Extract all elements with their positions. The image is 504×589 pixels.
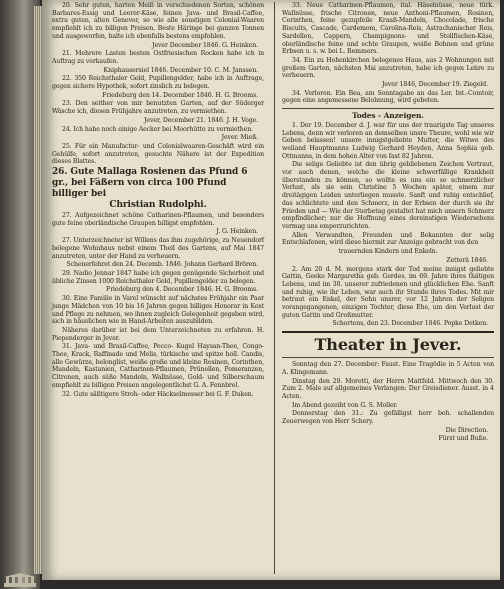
notice-text: Die Direction. (445, 426, 488, 434)
notice-text: Schenerfehret den 24. Decemb. 1846. Johann Gerhard Brören. (66, 261, 258, 269)
rule (282, 108, 494, 109)
notice-text: Schortens, den 23. December 1846. Popke Detken. (332, 320, 488, 328)
library-logo (4, 573, 36, 587)
section-heading: Todes - Anzeigen. (352, 111, 424, 121)
newspaper-page (42, 0, 500, 580)
thick-rule (282, 331, 494, 333)
rule (282, 357, 494, 358)
notice-text: Donnerstag den 31.: Zu gefälligst herr beh. schallenden Zeuerwegen von Herr Schery. (282, 410, 494, 426)
right-column (282, 2, 494, 444)
notice-text: Im Abend gezeiht von G. S. Moller. (292, 401, 398, 409)
notice-text: 31. Java- und Brasil-Caffee, Pecco- Kugel Haysan-Thee, Congo-Thee, Krack, Raffinade und Melis, türkische und spitze holl. Candis, alle Gewürze, belonglist, weiße große und kleine Rosinen, Corinthen, Mandeln, Kastanien, Catharinen-Pflaumen, Prünellen, Pomeranzen, Citronen, auch süße Mandeln, Wallnüsse, Gold- und Silberschaum empfiehlt zu billigen Preisen angelegentlichst G. A. Fennbrel. (52, 343, 264, 389)
notice-text: 34. Ein zu Hohenkirchen belegenes Haus, aus 2 Wohnungen mit großem Garten, nächsten Mai anzutreten, habe ich gegen Lehre zu verheuern. (282, 56, 494, 80)
notice-text: Jever. Mieß. (221, 134, 258, 142)
notice-text: Jever December 1846. G. Heinken. (152, 41, 258, 49)
notice-text: 2. Am 20 d. M. morgens stark der Tod meine innigst geliebte Gattin, Geeke Margaretha geb. Gerdes, im 69. Jahre ihres thätigen Lebens, und im 30. unserer zufriedenen und glücklichen Ehe. Sanft und ruhig, wie ihr Leben, war auch ihr Stunde ihres Todes. Mit mir betraut ein Enkel, der Sohn unsrer, vor 12 Jahren der Seligen vorangegangenen, einzigen Tochter, diese Ehe, um den Verlust der guten Gattin und Großmutter. (282, 265, 494, 319)
notice-text: 33. Neue Catharinen-Pflaumen, ital. Häselnüsse, neue türk. Wallnüsse, frische Citronen, neue Anthoni-Pflaumen, Rosinen, Corinthen, feine gezupfeile Kraaß-Mandeln, Chocolade, frische Biscuits, Cascade, Cardemom, Carolina-Reis, Astrachanischer Reis, Sardellen, Cappern, Champignons- und Stollfischen-Käse, oberländische feine und echte Graupen, weiße Bohnen und grüne Erbsen u. s. w. bei L. Remmers. (282, 2, 494, 56)
notice-text: 25. Für ein Manufactur- und Colonialwaaren-Geschäft wird ein Gehülfe, sofort anzutreten, gesuchte Nähere ist der Expedition dieses Blattes. (52, 142, 264, 166)
notice-text: Dinstag den 29. Moretti, der Herrn Mattfeld. Mittwoch den 30. Zum 2. Male auf allgemeines Verlangen: Der Greisdiener. Ausst. in 4 Acten. (282, 377, 494, 400)
notice-text: Kniphausersiel 1846. December 10. C. M. Janssen. (103, 66, 258, 74)
notice-text: Jever 1846, December 19. Ziegeld. (381, 81, 488, 89)
notice-text: 29. Nadio Jennar 1847 habe ich gegen genügende Sicherheit und übliche Zinsen 1000 Reichsthaler Geld, Pupillengelder zu belegen. (52, 269, 264, 285)
notice-text: trauernden Kindern und Enkeln. (338, 248, 438, 256)
notice-text: Friedeburg den 14. December 1846. H. G. Brooms. (102, 91, 258, 99)
notice-text: Sonntag den 27. December: Faust. Eine Tragödie in 5 Acten von A. Klingemann. (282, 361, 494, 376)
left-column (52, 2, 264, 399)
notice-text: 22. 350 Reichsthaler Geld, Pupillengelder, habe ich in Auftrage, gegen sichere Hypothek, sofort zinslich zu belegen. (52, 75, 264, 91)
notice-text: Fürst und Buße. (438, 435, 488, 443)
notice-text: Christian Rudolphi. (109, 200, 207, 211)
notice-text: 23. Den seither von mir benutzten Garten, auf der Süderger Wäsche ich, diesen Frühjahre anzutreten, zu vermiethen. (52, 100, 264, 116)
notice-text: 1. Der 19. December d. J. war für uns der traurigste Tag unseres Lebens, denn wir verloren an demselben unsre Theure, wohl wie wir Geben belassen! unsere innigstgeliebte Mutter, die Witwe des weiland Hauptmanns Ludwig Gerhard Heyden, Anna Sophia geb. Ottmanns, in dem hohen Alter von fast 82 Jahren. (282, 121, 494, 160)
notice-text: Die selige Geliebte ist den übrig gebliebenen Zeichen Vertraut, vor auch denen, welche die kleine schwerfällige Krankheit überstanden zu können, so wollte es uns ein so schmerzlicher Verlust, als sie sein Christine 5 Wochen später, einem nur dreitägigen Leiden unterliegen musste. Sanft und ruhig entschlief, das schlichtete und den Schmerz, in der Erbsen der durch sie ihr Frieden und — Wie der Sterbetag gestaltet hat mich unsern Schmerz empfindlicher; nur die Hoffnung eines dereinstigen Wiedersehens vermag uns emporzurichten. (282, 161, 494, 230)
notice-text: 32. Gute säßtigere Stroh- oder Häckselmesser bei G. F. Duken. (62, 390, 254, 398)
notice-text: 21. Mehrere Lasten besten Ostfriesischen Rocken habe ich in Auftrag zu verkaufen. (52, 50, 264, 65)
notice-text: J. G. Heinken. (216, 228, 258, 236)
notice-text: 27. Unterzeichneter ist Willens das ihm zugehörige, zu Neuendorf belegene Wohnhaus nebst einem Theil des Gartens, auf Mai 1847 anzutreten, unter der Hand zu verheuern. (52, 237, 264, 260)
column-divider (274, 2, 275, 574)
notice-text: Allen Verwandten, Freunden und Bekannten der selig Entschlafenen, wird diese hiermit zur Anzeige gebracht von den (282, 231, 494, 247)
notice-text: 30. Eine Familie in Varel wünscht auf nächstes Frühjahr ein Paar junge Mädchen von 10 bis 16 Jahren gegen billiges Honorar in Kost und Pflege zu nehmen, wo ihnen zugleich Gelegenheit gegeben wird, sich in häuslichen wie in Hand-Arbeiten auszubilden. (52, 295, 264, 326)
notice-text: Zetterä 1846. (446, 256, 488, 264)
notice-text: Friedeburg den 4. December 1846. H. G. Brooms. (106, 286, 258, 294)
notice-text: Jever, December 21. 1846. J. H. Voge. (144, 116, 258, 124)
notice-text: 26. Gute Mallaga Rosienen das Pfund 6 gr., bei Fäßern von circa 100 Pfund billiger bei (52, 167, 248, 200)
notice-text: 20. Sehr guten, harten Meiß in verschiedenen Sorten, schönen Barbares-Essig und Leerer-Käse, feinen Java- und Brasil-Caffee, extra guten, alten Genever, so wie alle sonstigen Colonial-Waaren empfiehlt ich zu billigen Preisen. Beste Häringe bei ganzen Tonnen und ausgeworfen, halte ich ebenfalls bestens empfohlen. (52, 2, 264, 40)
notice-text: Näheres darüber ist bei dem Unterzeichneten zu erfahren. H. Piependerger in Jever. (52, 326, 264, 342)
notice-text: 34. Verloren. Ein Bea, am Sonntagabe an das Ler. Int.-Comtoir, gegen eine angemessene Belohnung, wird gebeten. (282, 89, 494, 105)
theater-heading: Theater in Jever. (314, 335, 462, 355)
notice-text: 24. Ich habe noch einige Aecker bei Moorhütte zu vermiethen. (62, 125, 253, 133)
notice-text: 27. Aufgezeichnet schöne Catharinen-Pflaumen, und besonders gute feine oberländische Graupen billigst empfohlen. (52, 212, 264, 227)
